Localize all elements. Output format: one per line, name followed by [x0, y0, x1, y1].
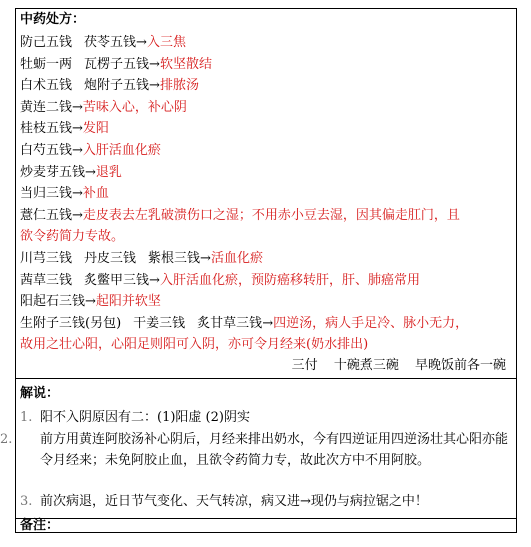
herb-dose: 紫根三钱 [148, 251, 201, 266]
herb-dose: 干姜三钱 [133, 315, 186, 331]
herb-effect: 四逆汤，病人手足冷、脉小无力， [273, 315, 469, 331]
decoction-method: 十碗煮三碗 [333, 358, 399, 373]
item-text: 前次病退，近日节气变化、天气转凉，病又进→现仍与病拉锯之中！ [40, 494, 428, 509]
herb-effect-continued: 故用之壮心阳，心阳足则阳可入阴，亦可令月经来(奶水排出) [20, 337, 369, 353]
herb-effect: 入肝活血化瘀，预防癌移转肝，肝、肺癌常用 [159, 272, 420, 288]
item-text: 阳不入阴原因有二：(1)阳虚 (2)阴实 [40, 410, 250, 425]
herb-dose: 薏仁五钱 [20, 207, 73, 223]
herb-effect: 活血化瘀 [210, 251, 263, 266]
intake-timing: 早晚饭前各一碗 [414, 358, 506, 373]
herb-line [20, 54, 510, 75]
herb-effect: 软坚散结 [159, 56, 212, 72]
herb-line [20, 118, 510, 139]
herb-dose: 白术五钱 [20, 78, 73, 94]
herb-effect: 发阳 [82, 121, 109, 137]
dosage-count: 三付 [291, 358, 318, 373]
explanation-item [20, 491, 508, 512]
herb-dose: 茜草三钱 [20, 272, 73, 288]
notes-section [16, 519, 516, 534]
herb-line [20, 97, 510, 118]
item-number: 2. [0, 432, 13, 447]
herb-effect: 退乳 [95, 164, 122, 180]
herb-dose: 炒麦芽五钱 [20, 164, 86, 180]
prescription-header: 中药处方： [20, 12, 86, 27]
herb-dose: 炙鳖甲三钱 [84, 272, 150, 288]
herb-dose: 防己五钱 [20, 35, 73, 50]
herb-dose: 茯苓五钱 [84, 35, 137, 50]
notes-header: 备注： [20, 518, 60, 533]
herb-dose: 牡蛎一两 [20, 56, 73, 72]
herb-dose: 川芎三钱 [20, 251, 73, 266]
herb-line [20, 291, 510, 312]
arrow-icon: → [149, 56, 160, 72]
arrow-icon: → [72, 121, 83, 137]
herb-line [20, 270, 510, 291]
herb-line [20, 248, 510, 269]
arrow-icon: → [72, 207, 83, 223]
prescription-sheet [0, 8, 517, 533]
prescription-section [16, 9, 516, 379]
herb-line [20, 313, 510, 334]
herb-dose: 丹皮三钱 [84, 251, 137, 266]
herb-line [20, 162, 510, 183]
explanation-item [20, 407, 508, 428]
explanation-header: 解说： [20, 386, 60, 401]
arrow-icon: → [85, 164, 96, 180]
arrow-icon: → [149, 272, 160, 288]
arrow-icon: → [72, 186, 83, 202]
item-number: 3. [20, 494, 33, 509]
herb-dose: 炮附子五钱 [84, 78, 150, 94]
item-number: 1. [20, 410, 33, 425]
herb-line [20, 140, 510, 161]
arrow-icon: → [200, 251, 211, 266]
herb-dose: 阳起石三钱 [20, 294, 86, 310]
explanation-section [0, 379, 516, 519]
arrow-icon: → [85, 294, 96, 310]
arrow-icon: → [149, 78, 160, 94]
herb-dose: 白芍五钱 [20, 143, 73, 158]
arrow-icon: → [72, 99, 83, 115]
herb-dose: 生附子三钱(另包) [20, 315, 122, 331]
herb-effect: 入肝活血化瘀 [82, 143, 161, 158]
herb-dose: 黄连二钱 [20, 99, 73, 115]
herb-dose: 桂枝五钱 [20, 121, 73, 137]
herb-effect: 排脓汤 [159, 78, 199, 94]
herb-dose: 当归三钱 [20, 186, 73, 202]
herb-line [20, 183, 510, 204]
herb-effect-continued: 欲令药简力专故。 [20, 229, 125, 245]
herb-effect: 补血 [82, 186, 109, 202]
explanation-item [0, 429, 509, 471]
herb-effect: 入三焦 [146, 35, 186, 50]
herb-effect: 起阳并软坚 [95, 294, 161, 310]
arrow-icon: → [136, 35, 147, 50]
herb-effect: 走皮表去左乳破溃伤口之湿；不用赤小豆去湿，因其偏走肛门，且 [82, 207, 460, 223]
herb-line [20, 205, 510, 226]
arrow-icon: → [262, 315, 274, 331]
herb-line [20, 75, 510, 96]
herb-line [20, 32, 510, 53]
arrow-icon: → [72, 143, 83, 158]
herb-dose: 瓦楞子五钱 [84, 56, 150, 72]
herb-effect: 苦味入心，补心阴 [82, 99, 187, 115]
item-text: 前方用黄连阿胶汤补心阴后，月经来排出奶水，今有四逆证用四逆汤壮其心阳亦能令月经来；未免阿胶止血，且欲令药简力专，故此次方中不用阿胶。 [40, 432, 509, 468]
dosage-instructions [280, 355, 506, 376]
herb-dose: 炙甘草三钱 [197, 315, 263, 331]
